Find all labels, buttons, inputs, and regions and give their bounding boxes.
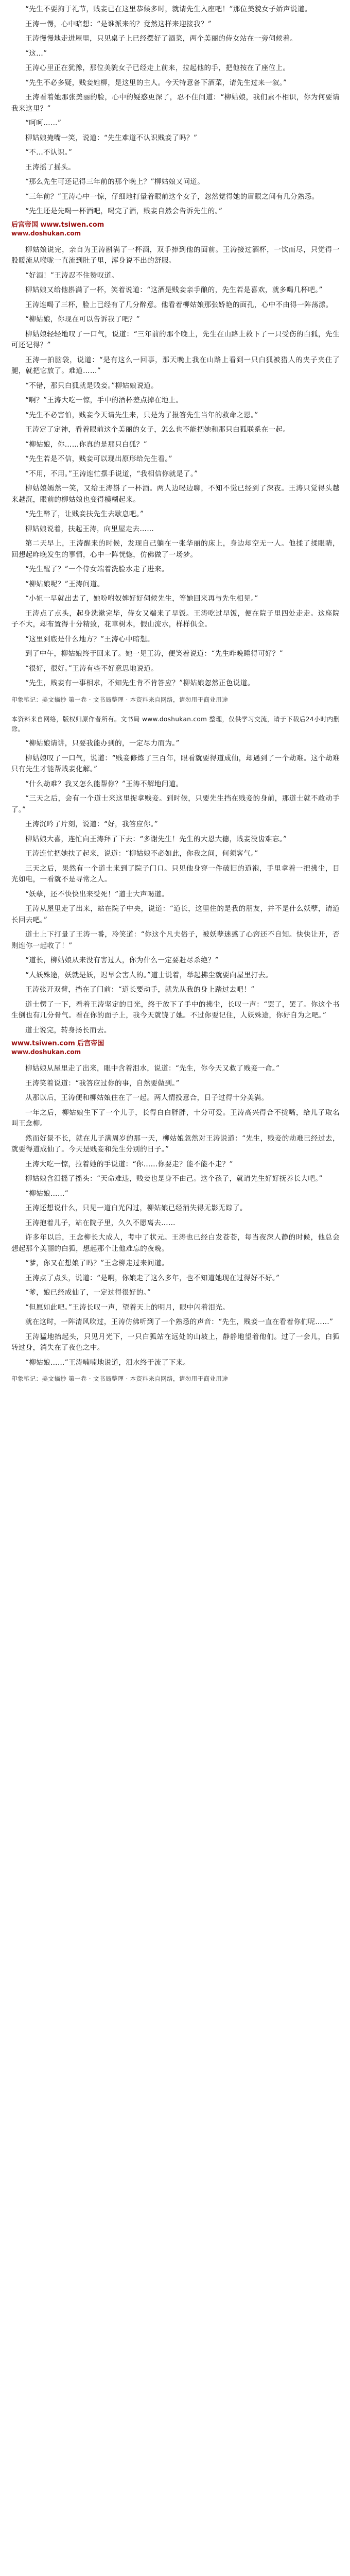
paragraph: “不用，不用。”王涛连忙摆手说道，“我相信你就是了。” — [25, 469, 198, 478]
paragraph: “爹，娘已经成仙了，一定过得很好的。” — [25, 1289, 151, 1297]
paragraph: “先生醒了？”一个侍女端着洗脸水走了进来。 — [25, 565, 169, 573]
paragraph: 柳姑娘说着，扶起王涛，向里屋走去…… — [25, 524, 154, 533]
paragraph: 王涛心里正在犹豫，那位美貌女子已经走上前来，拉起他的手，把他按在了座位上。 — [25, 64, 290, 72]
paragraph: 从那以后，王涛便和柳姑娘住在了一起。两人情投意合，日子过得十分美满。 — [25, 1094, 269, 1102]
text-block-2 — [11, 245, 340, 436]
page-footer: 印象笔记：美文摘抄 第一卷 · 文书局整理 · 本资料来自网络，请勿用于商业用途 — [11, 696, 229, 703]
text-block-3 — [11, 439, 340, 689]
paragraph: 然而好景不长，就在儿子满周岁的那一天，柳姑娘忽然对王涛说道：“先生，贱妾的劫难已经过去，就要得道成仙了。今天是贱妾和先生分别的日子。” — [11, 1134, 340, 1154]
text-block-5 — [11, 1063, 340, 1255]
paragraph: 柳姑娘说完，亲自为王涛斟满了一杯酒，双手捧到他的面前。王涛接过酒杯，一饮而尽，只觉得一股暖流从喉咙一直流到肚子里，浑身说不出的舒服。 — [11, 245, 340, 265]
watermark-domain: www.doshukan.com — [11, 1048, 81, 1056]
paragraph: “这…” — [25, 49, 47, 58]
paragraph: “很好，很好。”王涛有些不好意思地说道。 — [25, 664, 159, 673]
paragraph: “柳姑娘，你……你真的是那只白狐？” — [25, 440, 148, 449]
paragraph: “柳姑娘……” — [25, 1189, 69, 1198]
paragraph: 许多年以后，王念柳长大成人，考中了状元。王涛也已经白发苍苍，每当夜深人静的时候，他总会想起那个美丽的白狐，想起那个让他难忘的夜晚。 — [11, 1233, 340, 1253]
watermark-site: www.tsiwen.com 后宫帝国 — [11, 1040, 104, 1047]
paragraph: 王涛猛地抬起头，只见月光下，一只白狐站在远处的山坡上，静静地望着他们。过了一会儿，白狐转过身，消失在了夜色之中。 — [11, 1332, 340, 1352]
paragraph: 柳姑娘从屋里走了出来，眼中含着泪水，说道：“先生，你今天又救了贱妾一命。” — [25, 1064, 280, 1073]
paragraph: 王涛连喝了三杯，脸上已经有了几分醉意。他看着柳姑娘那张娇艳的面孔，心中不由得一阵荡漾。 — [25, 300, 333, 309]
paragraph: 道士愣了一下，看着王涛坚定的目光，终于放下了手中的拂尘，长叹一声：“罢了，罢了。你这个书生倒也有几分骨气。看在你的面子上，我今天就饶了她。不过你要记住，人妖殊途，你好自为之吧。” — [11, 1000, 340, 1020]
paragraph: “先生还是先喝一杯酒吧，喝完了酒，贱妾自然会告诉先生的。” — [25, 207, 223, 215]
paragraph: “柳姑娘请讲，只要我能办到的，一定尽力而为。” — [25, 739, 180, 748]
paragraph: “先生若是不信，贱妾可以现出原形给先生看。” — [25, 455, 172, 463]
paragraph: 王涛从屋里走了出来，站在院子中央，说道：“道长，这里住的是我的朋友，并不是什么妖孽，请道长回去吧。” — [11, 905, 340, 924]
paragraph: 王涛慢慢地走进屋里，只见桌子上已经摆好了酒菜，两个美丽的侍女站在一旁伺候着。 — [25, 35, 297, 43]
paragraph: 道士说完，转身扬长而去。 — [25, 1026, 111, 1035]
paragraph: 王涛一愣，心中暗想：“是谁派来的？竟然这样来迎接我？” — [25, 20, 212, 28]
paragraph: “但愿如此吧。”王涛长叹一声，望着天上的明月，眼中闪着泪光。 — [25, 1303, 230, 1312]
paragraph: “这里到底是什么地方？”王涛心中暗想。 — [25, 635, 154, 643]
paragraph: 柳姑娘掩嘴一笑，说道：“先生难道不认识贱妾了吗？” — [25, 133, 198, 142]
paragraph: “什么劫难？我又怎么能帮你？”王涛不解地问道。 — [25, 779, 183, 788]
paragraph: 三天之后，果然有一个道士来到了院子门口。只见他身穿一件破旧的道袍，手里拿着一把拂尘，目光如电，一看就不是寻常之人。 — [11, 864, 340, 884]
paragraph: “先生不要拘于礼节，贱妾已在这里恭候多时，就请先生入座吧！”那位美貌女子娇声说道。 — [25, 5, 312, 13]
paragraph: 柳姑娘嫣然一笑，又给王涛斟了一杯酒。两人边喝边聊，不知不觉已经到了深夜。王涛只觉得头越来越沉，眼前的柳姑娘也变得模糊起来。 — [11, 484, 340, 504]
paragraph: “先生不必害怕，贱妾今天请先生来，只是为了报答先生当年的救命之恩。” — [25, 411, 258, 419]
paragraph: 王涛点了点头，说道：“是啊，你娘走了这么多年，也不知道她现在过得好不好。” — [25, 1274, 280, 1282]
paragraph: “呵呵……” — [25, 119, 62, 127]
paragraph: “不错，那只白狐就是贱妾。”柳姑娘说道。 — [25, 381, 159, 390]
paragraph: 王涛连忙把她扶了起来，说道：“柳姑娘不必如此，你我之间，何须客气。” — [25, 850, 258, 858]
paragraph: 王涛定了定神，看着眼前这个美丽的女子，怎么也不能把她和那只白狐联系在一起。 — [25, 426, 290, 434]
paragraph: 第二天早上，王涛醒来的时候，发现自己躺在一张华丽的床上，身边却空无一人。他揉了揉眼睛，回想起昨晚发生的事情，心中一阵恍惚，仿佛做了一场梦。 — [11, 539, 340, 559]
paragraph: “好酒！”王涛忍不住赞叹道。 — [25, 271, 119, 280]
paragraph: 王涛还想说什么，只见一道白光闪过，柳姑娘已经消失得无影无踪了。 — [25, 1204, 247, 1212]
text-block-4 — [11, 738, 340, 1036]
paragraph: 柳姑娘又给他斟满了一杯，笑着说道：“这酒是贱妾亲手酿的，先生若是喜欢，就多喝几杯吧。” — [25, 286, 323, 294]
paragraph: “柳姑娘呢？”王涛问道。 — [25, 580, 104, 588]
paragraph: “先生不必多疑，贱妾姓柳，是这里的主人。今天特意备下酒菜，请先生过来一叙。” — [25, 78, 287, 87]
paragraph: 王涛点了点头，起身洗漱完毕，侍女又端来了早饭。王涛吃过早饭，便在院子里四处走走。这座院子不大，却布置得十分精致，花草树木，假山流水，样样俱全。 — [11, 609, 340, 629]
paragraph: 柳姑娘轻轻地叹了一口气，说道：“三年前的那个晚上，先生在山路上救下了一只受伤的白狐，先生可还记得？” — [11, 330, 340, 349]
paragraph: 柳姑娘大喜，连忙向王涛拜了下去：“多谢先生！先生的大恩大德，贱妾没齿难忘。” — [25, 835, 287, 843]
paragraph: “柳姑娘……”王涛喃喃地说道，泪水终于流了下来。 — [25, 1358, 190, 1367]
text-block-1 — [11, 4, 340, 217]
paragraph: 王涛沉吟了片刻，说道：“好，我答应你。” — [25, 820, 159, 828]
paragraph: “爹，你又在想娘了吗？”王念柳走过来问道。 — [25, 1259, 169, 1267]
paragraph: 柳姑娘叹了一口气，说道：“贱妾修炼了三百年，眼看就要得道成仙，却遇到了一个劫难。这个劫难只有先生才能帮贱妾化解。” — [11, 754, 340, 773]
paragraph: “妖孽，还不快快出来受死！”道士大声喝道。 — [25, 890, 169, 899]
paragraph: “不…不认识。” — [25, 148, 73, 157]
paragraph: 道士上下打量了王涛一番，冷笑道：“你这个凡夫俗子，被妖孽迷惑了心窍还不自知。快快让开，否则连你一起收了！” — [11, 930, 340, 950]
paragraph: “三天之后，会有一个道士来这里捉拿贱妾。到时候，只要先生挡在贱妾的身前，那道士就不敢动手了。” — [11, 794, 340, 814]
paragraph: “那么先生可还记得三年前的那个晚上？”柳姑娘又问道。 — [25, 178, 205, 186]
paragraph: 王涛笑着说道：“我答应过你的事，自然要做到。” — [25, 1079, 180, 1088]
paragraph: 王涛抱着儿子，站在院子里，久久不愿离去…… — [25, 1218, 176, 1227]
paragraph: “柳姑娘，你现在可以告诉我了吧？” — [25, 315, 141, 324]
watermark-1 — [11, 221, 340, 240]
paragraph: “三年前？”王涛心中一惊，仔细地打量着眼前这个女子，忽然觉得她的眉眼之间有几分熟悉。 — [25, 192, 319, 201]
paragraph: 王涛看着她那张美丽的脸，心中的疑惑更深了，忍不住问道：“柳姑娘，我们素不相识，你为何要请我来这里？” — [11, 93, 340, 113]
watermark-domain: www.doshukan.com — [11, 229, 81, 237]
text-block-6 — [11, 1258, 340, 1368]
paragraph: 王涛张开双臂，挡在了门前：“道长要动手，就先从我的身上踏过去吧！” — [25, 986, 255, 994]
paragraph: 王涛摇了摇头。 — [25, 163, 76, 172]
paragraph: “人妖殊途，妖就是妖，迟早会害人的。”道士说着，举起拂尘就要向屋里打去。 — [25, 971, 273, 979]
paragraph: “先生，贱妾有一事相求，不知先生肯不肯答应？”柳姑娘忽然正色说道。 — [25, 679, 255, 687]
paragraph: 到了中午，柳姑娘终于回来了。她一见王涛，便笑着说道：“先生昨晚睡得可好？” — [25, 650, 284, 658]
paragraph: “啊？”王涛大吃一惊，手中的酒杯差点掉在地上。 — [25, 396, 183, 404]
paragraph: “道长，柳姑娘从来没有害过人，你为什么一定要赶尽杀绝？” — [25, 956, 219, 964]
paragraph: 就在这时，一阵清风吹过，王涛仿佛听到了一个熟悉的声音：“先生，贱妾一直在看着你们呢……” — [25, 1318, 334, 1326]
watermark-site: 后宫帝国 www.tsiwen.com — [11, 221, 104, 229]
page-footer: 印象笔记：美文摘抄 第一卷 · 文书局整理 · 本资料来自网络，请勿用于商业用途 — [11, 1375, 229, 1382]
paragraph: 柳姑娘含泪摇了摇头：“天命难违，贱妾也是身不由己。这个孩子，就请先生好好抚养长大吧。” — [25, 1175, 323, 1183]
paragraph: 王涛一拍脑袋，说道：“是有这么一回事，那天晚上我在山路上看到一只白狐被猎人的夹子夹住了腿，就把它放了。难道……” — [11, 355, 340, 375]
paragraph: 一年之后，柳姑娘生下了一个儿子，长得白白胖胖，十分可爱。王涛高兴得合不拢嘴，给儿子取名叫王念柳。 — [11, 1108, 340, 1128]
copyright-note: 本资料来自网络，版权归原作者所有。文书局 www.doshukan.com 整理，仅供学习交流，请于下载后24小时内删除。 — [11, 716, 340, 733]
watermark-2 — [11, 1040, 340, 1058]
paragraph: “先生醉了，让贱妾扶先生去歇息吧。” — [25, 510, 144, 518]
paragraph: 王涛大吃一惊，拉着她的手说道：“你……你要走？能不能不走？” — [25, 1160, 233, 1168]
paragraph: “小姐一早就出去了，她吩咐奴婢好好伺候先生，等她回来再与先生相见。” — [25, 595, 258, 603]
